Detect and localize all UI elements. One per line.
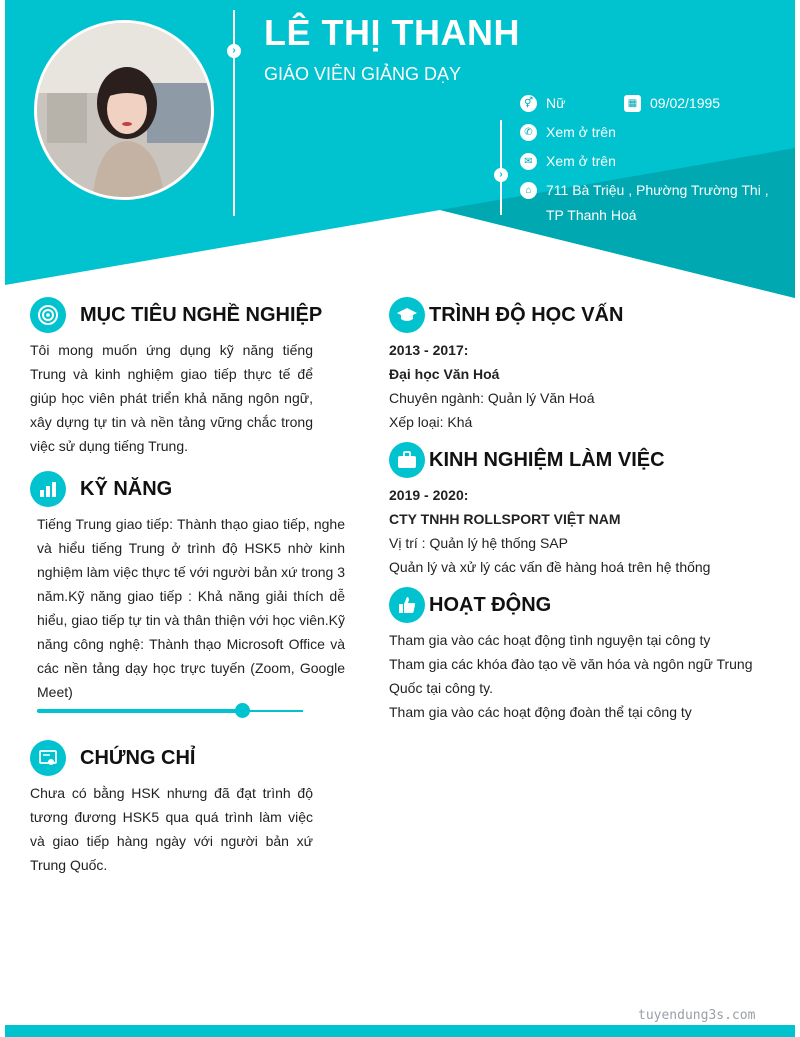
email-icon: ✉: [520, 153, 537, 170]
gender-value: Nữ: [546, 95, 566, 111]
experience-duty: Quản lý và xử lý các vấn đề hàng hoá trên hệ thống: [389, 559, 711, 575]
education-period: 2013 - 2017:: [389, 342, 469, 358]
skills-text: Tiếng Trung giao tiếp: Thành thạo giao tiếp, nghe và hiểu tiếng Trung ở trình độ HSK5 nhờ kinh nghiệm làm việc thực tế với người bản xứ trong 3 năm.Kỹ năng giao tiếp : Khả năng giải thích dễ hiểu, giao tiếp tự tin và thân thiện với học viên.Kỹ năng công nghệ: Thành thạo Microsoft Office và các nền tảng dạy học trực tuyến (Zoom, Google Meet): [37, 516, 345, 700]
header-divider-line: [233, 10, 235, 216]
certificate-icon: [30, 740, 66, 776]
address-line-2: TP Thanh Hoá: [546, 207, 637, 223]
skill-level-fill: [37, 709, 242, 713]
gender-icon: ⚥: [520, 95, 537, 112]
activities-list: [389, 628, 789, 724]
education-school: Đại học Văn Hoá: [389, 366, 500, 382]
activities-heading: [389, 587, 551, 623]
education-heading: [389, 297, 623, 333]
email-value: Xem ở trên: [546, 153, 616, 169]
phone-value: Xem ở trên: [546, 124, 616, 140]
certificates-title: CHỨNG CHỈ: [80, 746, 196, 769]
experience-heading: [389, 442, 665, 478]
graduation-cap-icon: [389, 297, 425, 333]
bar-chart-icon: [30, 471, 66, 507]
certificates-text: Chưa có bằng HSK nhưng đã đạt trình độ tương đương HSK5 qua quá trình làm việc và giao tiếp hàng ngày với người bản xứ Trung Quốc.: [30, 785, 313, 873]
briefcase-icon: [389, 442, 425, 478]
phone-row: [520, 120, 616, 145]
address-line-1: 711 Bà Triệu , Phường Trường Thi ,: [546, 182, 769, 198]
experience-position: Vị trí : Quản lý hệ thống SAP: [389, 535, 568, 551]
gender-row: [520, 91, 565, 116]
education-major: Chuyên ngành: Quản lý Văn Hoá: [389, 390, 595, 406]
experience-title: KINH NGHIỆM LÀM VIỆC: [429, 448, 665, 471]
thumbs-up-icon: [389, 587, 425, 623]
job-title: GIÁO VIÊN GIẢNG DẠY: [264, 64, 462, 84]
activity-item: Tham gia vào các hoạt động đoàn thể tại công ty: [389, 704, 692, 720]
objective-heading: [30, 297, 322, 333]
footer-bar: [5, 1025, 795, 1037]
objective-title: MỤC TIÊU NGHỀ NGHIỆP: [80, 303, 323, 326]
activity-item: Tham gia vào các hoạt động tình nguyện tại công ty: [389, 632, 711, 648]
address-row: [520, 178, 769, 228]
avatar: [34, 20, 214, 200]
birthday-row: [624, 91, 720, 116]
portrait-photo: [37, 23, 214, 200]
skills-title: KỸ NĂNG: [80, 477, 173, 500]
objective-text: Tôi mong muốn ứng dụng kỹ năng tiếng Trung và kinh nghiệm giao tiếp thực tế để giúp học viên phát triển khả năng ngôn ngữ, xây dựng tự tin và nền tảng vững chắc trong việc sử dụng tiếng Trung.: [30, 342, 313, 454]
birthday-value: 09/02/1995: [650, 95, 721, 111]
activity-item-continued: Quốc tại công ty.: [389, 680, 494, 696]
activity-item: Tham gia các khóa đào tạo về văn hóa và ngôn ngữ Trung: [389, 656, 753, 672]
chevron-right-icon: ›: [494, 168, 508, 182]
education-grade: Xếp loại: Khá: [389, 414, 473, 430]
skills-heading: [30, 471, 172, 507]
candidate-name: LÊ THỊ THANH: [264, 12, 520, 53]
calendar-icon: ▦: [624, 95, 641, 112]
experience-period: 2019 - 2020:: [389, 487, 469, 503]
target-icon: [30, 297, 66, 333]
phone-icon: ✆: [520, 124, 537, 141]
chevron-right-icon: ›: [227, 44, 241, 58]
watermark: tuyendung3s.com: [638, 1008, 756, 1023]
home-icon: ⌂: [520, 182, 537, 199]
experience-details: [389, 483, 789, 579]
certificates-heading: [30, 740, 195, 776]
activities-title: HOẠT ĐỘNG: [429, 593, 552, 616]
email-row: [520, 149, 616, 174]
experience-company: CTY TNHH ROLLSPORT VIỆT NAM: [389, 511, 621, 527]
education-title: TRÌNH ĐỘ HỌC VẤN: [429, 303, 624, 326]
education-details: [389, 338, 779, 434]
skill-level-knob: [235, 703, 250, 718]
